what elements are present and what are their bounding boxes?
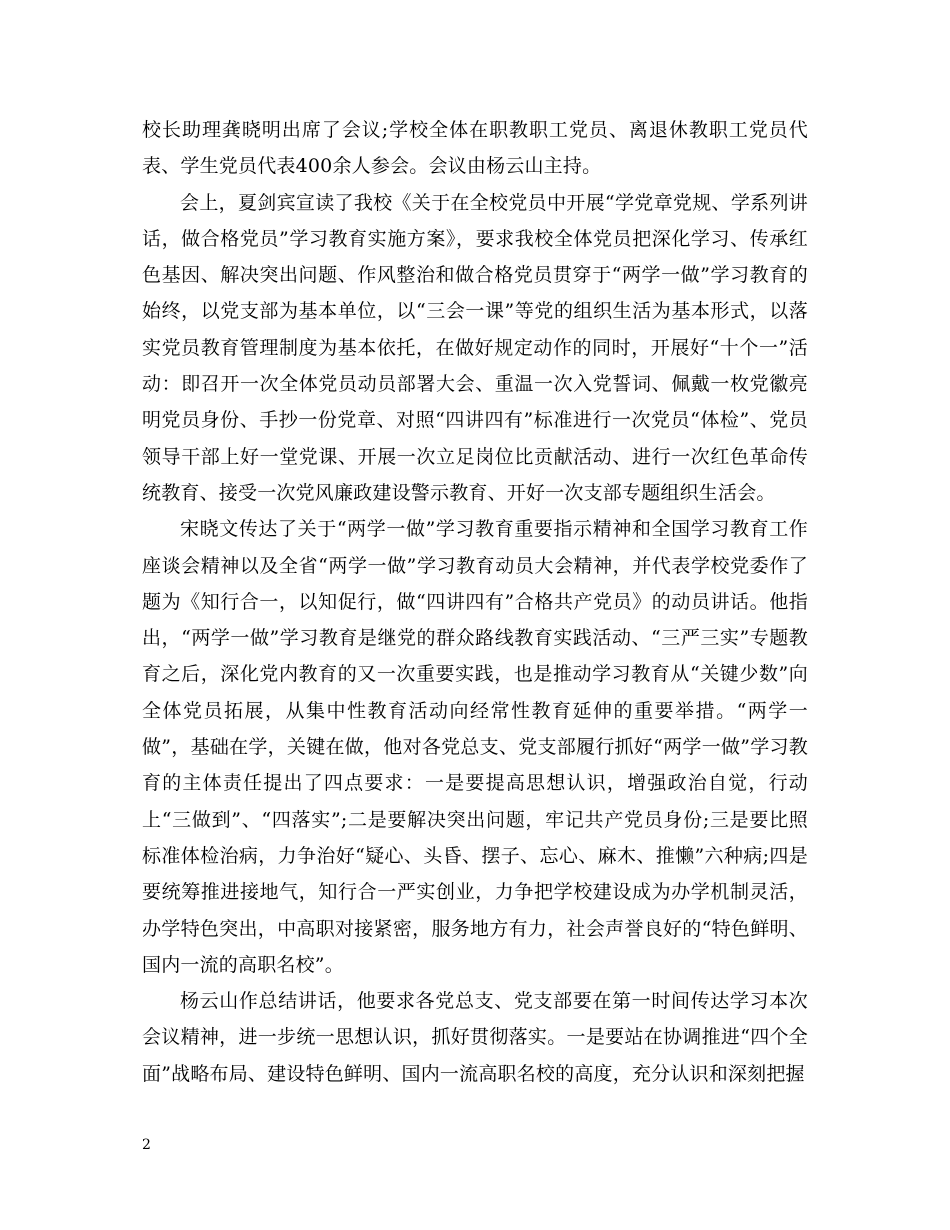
paragraph-4: 杨云山作总结讲话，他要求各党总支、党支部要在第一时间传达学习本次会议精神，进一步统一思想认识，抓好贯彻落实。一是要站在协调推进“四个全面”战略布局、建设特色鲜明、国内一流高职名校的高度，充分认识和深刻把握 <box>142 990 808 1085</box>
paragraph-2: 会上，夏剑宾宣读了我校《关于在全校党员中开展“学党章党规、学系列讲话，做合格党员”学习教育实施方案》，要求我校全体党员把深化学习、传承红色基因、解决突出问题、作风整治和做合格党员贯穿于“两学一做”学习教育的始终，以党支部为基本单位，以“三会一课”等党的组织生活为基本形式，以落实党员教育管理制度为基本依托，在做好规定动作的同时，开展好“十个一”活动：即召开一次全体党员动员部署大会、重温一次入党誓词、佩戴一枚党徽亮明党员身份、手抄一份党章、对照“四讲四有”标准进行一次党员“体检”、党员领导干部上好一堂党课、开展一次立足岗位比贡献活动、进行一次红色革命传统教育、接受一次党风廉政建设警示教育、开好一次支部专题组织生活会。 <box>142 191 808 504</box>
document-body <box>142 112 808 1092</box>
paragraph-1: 校长助理龚晓明出席了会议;学校全体在职教职工党员、离退休教职工党员代表、学生党员代表400余人参会。会议由杨云山主持。 <box>142 119 808 178</box>
page-number: 2 <box>142 1137 151 1153</box>
paragraph-3: 宋晓文传达了关于“两学一做”学习教育重要指示精神和全国学习教育工作座谈会精神以及全省“两学一做”学习教育动员大会精神，并代表学校党委作了题为《知行合一，以知促行，做“四讲四有”合格共产党员》的动员讲话。他指出，“两学一做”学习教育是继党的群众路线教育实践活动、“三严三实”专题教育之后，深化党内教育的又一次重要实践，也是推动学习教育从“关键少数”向全体党员拓展，从集中性教育活动向经常性教育延伸的重要举措。“两学一做”，基础在学，关键在做，他对各党总支、党支部履行抓好“两学一做”学习教育的主体责任提出了四点要求：一是要提高思想认识，增强政治自觉，行动上“三做到”、“四落实”;二是要解决突出问题，牢记共产党员身份;三是要比照标准体检治病，力争治好“疑心、头昏、摆子、忘心、麻木、推懒”六种病;四是要统筹推进接地气，知行合一严实创业，力争把学校建设成为办学机制灵活，办学特色突出，中高职对接紧密，服务地方有力，社会声誉良好的“特色鲜明、国内一流的高职名校”。 <box>142 518 808 976</box>
